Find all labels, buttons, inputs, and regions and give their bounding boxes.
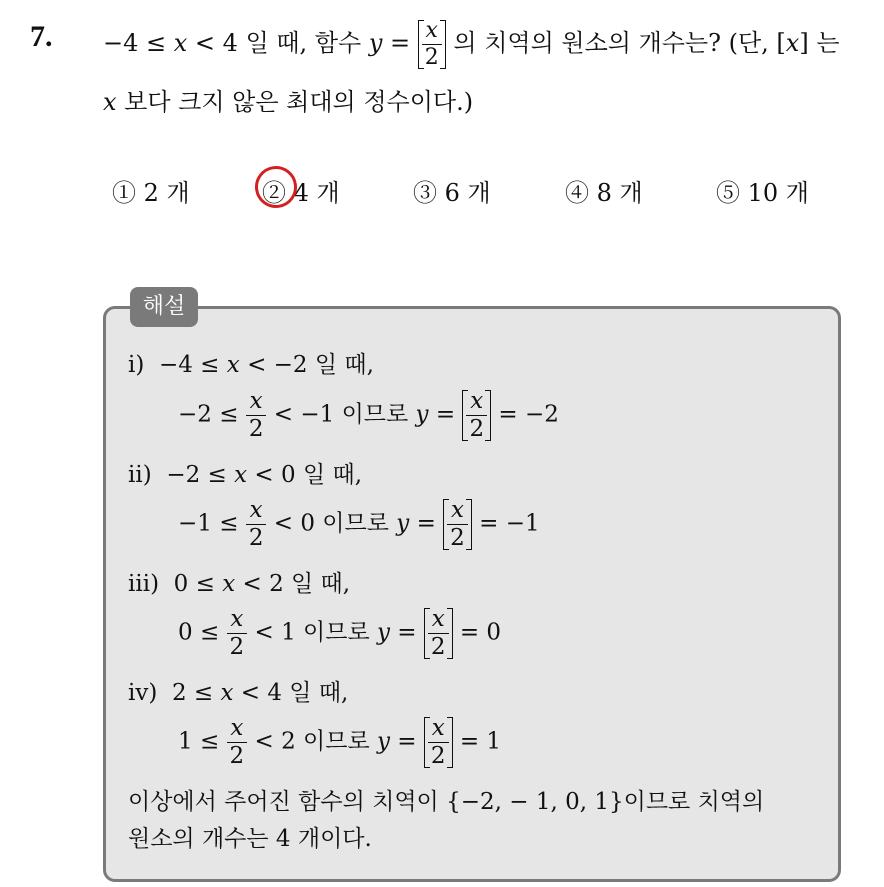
question-text-e: 보다 크지 않은 최대의 정수이다.): [116, 88, 474, 116]
var-x: x: [103, 88, 117, 116]
fraction-numerator: x: [227, 608, 248, 634]
result: = 1: [452, 728, 502, 755]
cond-a: −4 ≤: [158, 352, 227, 378]
case-3-condition: [128, 565, 350, 598]
floor-bracket: [424, 608, 453, 659]
choice-4[interactable]: [565, 173, 643, 208]
cond-a: 2 ≤: [171, 680, 221, 706]
fraction: [466, 390, 487, 441]
cond-b: < 4 일 때,: [233, 680, 349, 706]
cond-b: < −2 일 때,: [239, 352, 374, 378]
var-x-bracket: x: [785, 29, 800, 57]
question-text-c: 의 치역의 원소의 개수는? (단, [: [445, 29, 786, 57]
case-label: ⅱ): [128, 462, 152, 488]
case-4-result: 1 ≤ $\frac{x}{2}$ < 2 이므로 y = $\frac{x}{2}$ = 1: [178, 715, 502, 769]
fraction: [422, 20, 442, 69]
case-1-result: −2 ≤ $\frac{x}{2}$ < −1 이므로 y = $\frac{x}{2}$ = −2: [178, 388, 559, 442]
choice-text: 6 개: [444, 179, 491, 207]
var-x: x: [234, 462, 248, 488]
fraction-denominator: 2: [229, 743, 245, 769]
fraction: [227, 717, 248, 768]
choice-5[interactable]: [716, 173, 809, 208]
fraction: [246, 390, 267, 441]
floor-bracket: [462, 390, 491, 441]
cond-b: < 0 일 때,: [247, 462, 363, 488]
question-line-2: [103, 82, 473, 117]
choice-3[interactable]: [413, 173, 491, 208]
result: = −1: [471, 510, 540, 537]
fraction-denominator: 2: [248, 416, 264, 442]
question-number: 7.: [30, 20, 53, 53]
choice-text: 10 개: [747, 179, 809, 207]
cond-a: −2 ≤: [166, 462, 235, 488]
fraction-numerator: x: [422, 20, 442, 45]
fraction-numerator: x: [227, 717, 248, 743]
fraction-numerator: x: [428, 717, 449, 743]
fraction-numerator: x: [246, 390, 267, 416]
case-label: ⅰ): [128, 352, 145, 378]
case-label: ⅲ): [128, 571, 160, 597]
case-2-result: −1 ≤ $\frac{x}{2}$ < 0 이므로 y = $\frac{x}{2}$ = −1: [178, 497, 540, 551]
fraction-denominator: 2: [469, 416, 485, 442]
ineq-right: < 1 이므로: [247, 619, 377, 646]
floor-bracket: [418, 20, 446, 69]
fraction-numerator: x: [428, 608, 449, 634]
fraction-denominator: 2: [424, 45, 439, 70]
solution-tag: 해설: [130, 287, 198, 327]
ineq-left: 1 ≤: [178, 728, 227, 755]
fraction: [246, 499, 267, 550]
fraction-denominator: 2: [450, 525, 465, 551]
var-y: y: [396, 510, 410, 537]
result: = −2: [491, 401, 559, 428]
fraction-denominator: 2: [248, 525, 264, 551]
ineq-left: 0 ≤: [178, 619, 227, 646]
var-y: y: [376, 619, 390, 646]
choice-mark: ③: [413, 179, 437, 207]
fraction-numerator: x: [447, 499, 468, 525]
ineq-right: < −1 이므로: [266, 401, 416, 428]
fraction-numerator: x: [466, 390, 487, 416]
choice-text: 8 개: [596, 179, 643, 207]
case-label: ⅳ): [128, 680, 158, 706]
choice-mark: ⑤: [716, 179, 740, 207]
floor-bracket: [424, 717, 453, 768]
choice-mark: ①: [112, 179, 136, 207]
choice-text: 2 개: [143, 179, 190, 207]
fraction-numerator: x: [246, 499, 267, 525]
var-x: x: [220, 680, 234, 706]
fraction: [428, 717, 449, 768]
case-2-condition: [128, 456, 362, 489]
var-x: x: [226, 352, 240, 378]
question-text-a: −4 ≤: [103, 29, 174, 57]
var-y: y: [376, 728, 390, 755]
equals: =: [382, 29, 418, 57]
question-line-1: [103, 20, 840, 69]
choice-mark: ④: [565, 179, 589, 207]
ineq-left: −2 ≤: [178, 401, 246, 428]
cond-b: < 2 일 때,: [235, 571, 351, 597]
floor-bracket: [443, 499, 472, 550]
choice-1[interactable]: [112, 173, 190, 208]
var-y: y: [368, 29, 383, 57]
question-text-d: ] 는: [799, 29, 840, 57]
conclusion-line-1: 이상에서 주어진 함수의 치역이 {−2, − 1, 0, 1}이므로 치역의: [128, 789, 765, 815]
choice-text: 4 개: [293, 179, 340, 207]
fraction-denominator: 2: [430, 634, 446, 660]
fraction: [447, 499, 468, 550]
fraction-denominator: 2: [430, 743, 446, 769]
fraction-denominator: 2: [229, 634, 245, 660]
var-y: y: [415, 401, 429, 428]
case-3-result: 0 ≤ $\frac{x}{2}$ < 1 이므로 y = $\frac{x}{2}$ = 0: [178, 606, 502, 660]
var-x: x: [173, 29, 188, 57]
ineq-left: −1 ≤: [178, 510, 246, 537]
cond-a: 0 ≤: [173, 571, 223, 597]
question-text-b: < 4 일 때, 함수: [187, 29, 369, 57]
ineq-right: < 0 이므로: [266, 510, 397, 537]
var-x: x: [222, 571, 236, 597]
ineq-right: < 2 이므로: [247, 728, 377, 755]
fraction: [227, 608, 248, 659]
result: = 0: [452, 619, 502, 646]
choice-mark: ②: [262, 179, 286, 207]
conclusion-line-2: 원소의 개수는 4 개이다.: [128, 826, 372, 852]
case-4-condition: [128, 674, 348, 707]
fraction: [428, 608, 449, 659]
case-1-condition: [128, 346, 374, 379]
